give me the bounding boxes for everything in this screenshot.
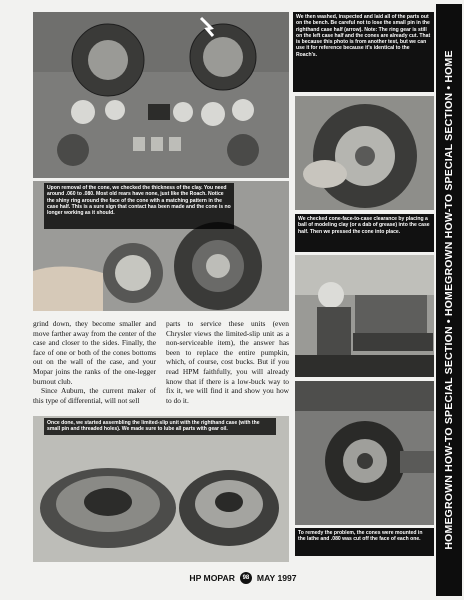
caption-clay-thickness: Upon removal of the cone, we checked the thickness of the clay. You need around .060 to .080. Most old rears have none, just like the Roach. Notice the shiny ring around the face of the cone with a matching pattern in the case half. This is a sure sign that contact has been made and the cone is no longer working as it should. — [44, 183, 234, 229]
parts-layout-photo — [33, 12, 289, 178]
caption-lathe-remedy: To remedy the problem, the cones were mounted in the lathe and .080 was cut off the face of each one. — [295, 528, 434, 556]
caption-parts-washed: We then washed, inspected and laid all of the parts out on the bench. Be careful not to lose the small pin in the righthand case half (arrow). Note: The ring gear is still on the left case half and the cones are already cut. That is because this photo is from another test, but we can use it for reference because it's identical to the Roach's. — [293, 12, 434, 92]
issue-date: MAY 1997 — [256, 573, 297, 583]
magazine-name: HP MOPAR — [189, 573, 235, 583]
lathe-photo — [295, 255, 434, 377]
body-text-column-1 — [33, 319, 156, 415]
section-banner-text: HOMEGROWN HOW-TO SPECIAL SECTION • HOMEGROWN HOW-TO SPECIAL SECTION • HOME — [443, 50, 455, 550]
body-text-column-2 — [166, 319, 289, 415]
assembly-photo — [33, 416, 289, 562]
section-banner — [436, 4, 462, 596]
caption-clearance-check: We checked cone-face-to-case clearance by placing a ball of modeling clay (or a dab of grease) into the case half. Then we pressed the cone into place. — [295, 214, 434, 252]
body-paragraph: grind down, they become smaller and move farther away from the center of the case and closer to the sides. Finally, the face of one or both of the cones bottoms out on the wall of the case, and your Mopar joins the ranks of the one-legger burnout club. — [33, 319, 156, 386]
body-paragraph: Since Auburn, the current maker of this type of differential, will not sell — [33, 386, 156, 405]
page-number: 98 — [240, 572, 252, 584]
caption-assembly: Once done, we started assembling the limited-slip unit with the righthand case (with the small pin and threaded holes). We made sure to lube all parts with gear oil. — [44, 418, 276, 435]
mounted-cone-photo — [295, 381, 434, 525]
body-paragraph: parts to service these units (even Chrysler views the limited-slip unit as a non-serviceable item), the answer has been to replace the entire pumpkin, which, of course, cost bucks. But if you read HPM faithfully, you will already know that if there is a low-buck way to fix it, we will find it and show you how to do it. — [166, 319, 289, 405]
case-half-clay-photo — [295, 96, 434, 210]
page-footer — [168, 571, 318, 585]
